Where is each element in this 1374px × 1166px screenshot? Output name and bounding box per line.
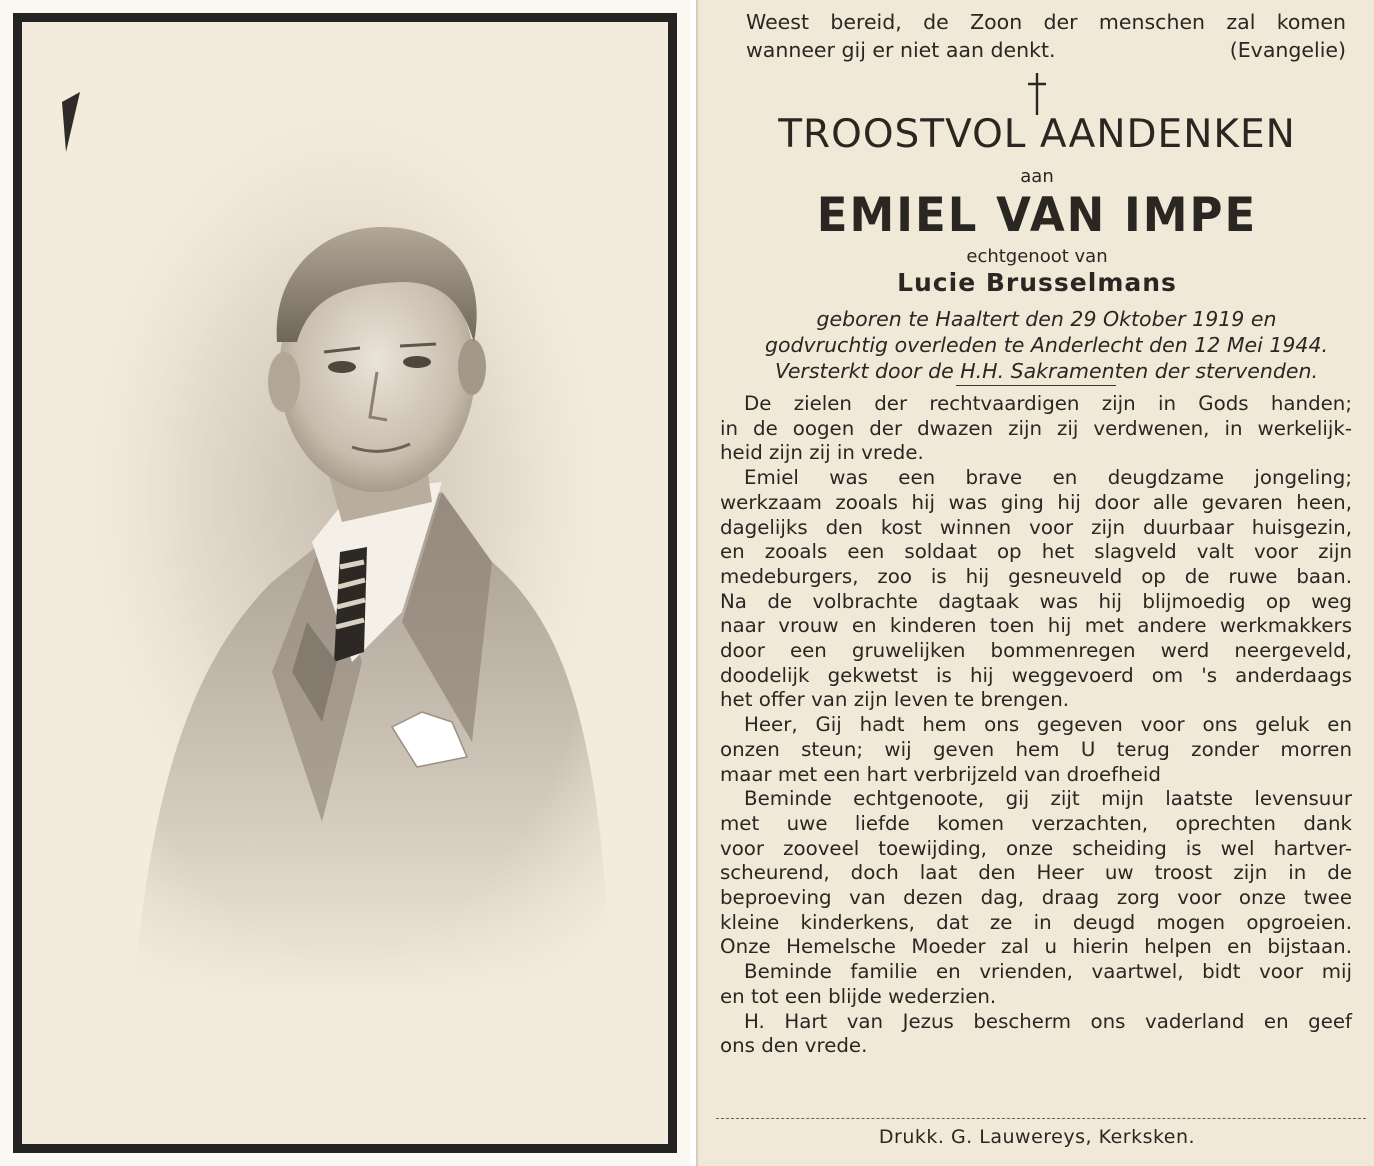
body-line: Emiel was een brave en deugdzame jongeling; (744, 466, 1352, 490)
body-line: scheurend, doch laat den Heer uw troost zijn in de (720, 861, 1352, 885)
body-line: H. Hart van Jezus bescherm ons vaderland en geef (744, 1009, 1352, 1033)
deceased-name: EMIEL VAN IMPE (816, 186, 1258, 243)
body-line: Na de volbrachte dagtaak was hij blijmoedig op weg (720, 589, 1352, 613)
portrait-frame (13, 13, 677, 1153)
printer-imprint: Drukk. G. Lauwereys, Kerksken. (878, 1126, 1196, 1148)
scripture-verse (746, 8, 1346, 64)
cross-icon (1024, 72, 1050, 116)
date-line: geboren te Haaltert den 29 Oktober 1919 en (816, 307, 1277, 331)
body-line: in de oogen der dwazen zijn zij verdwenen, in werkelijk- (720, 416, 1352, 440)
body-line: doodelijk gekwetst is hij weggevoerd om 's anderdaags (720, 663, 1352, 687)
body-line: en zooals een soldaat op het slagveld valt voor zijn (720, 540, 1352, 564)
card-title: TROOSTVOL AANDENKEN (778, 112, 1296, 157)
body-line: en tot een blijde wederzien. (720, 984, 997, 1008)
footer-divider (716, 1118, 1366, 1119)
body-line: Beminde familie en vrienden, vaartwel, bidt voor mij (744, 960, 1352, 984)
body-line: voor zooveel toewijding, onze scheiding is wel hartver- (720, 836, 1352, 860)
body-line: het offer van zijn leven te brengen. (720, 688, 1070, 712)
body-line: onzen steun; wij geven hem U terug zonder morren (720, 737, 1352, 761)
body-line: beproeving van dezen dag, draag zorg voor onze twee (720, 886, 1352, 910)
body-line: kleine kinderkens, dat ze in deugd mogen opgroeien. (720, 910, 1352, 934)
verse-source: (Evangelie) (1229, 38, 1346, 62)
divider-rule (956, 385, 1116, 386)
spouse-label: echtgenoot van (966, 246, 1108, 267)
body-line: heid zijn zij in vrede. (720, 441, 924, 465)
spouse-name: Lucie Brusselmans (897, 268, 1177, 297)
body-line: medeburgers, zoo is hij gesneuveld op de ruwe baan. (720, 564, 1352, 588)
body-line: werkzaam zooals hij was ging hij door alle gevaren heen, (720, 490, 1352, 514)
body-line: dagelijks den kost winnen voor zijn duurbaar huisgezin, (720, 515, 1352, 539)
memorial-body (716, 392, 1352, 1059)
dedication-word: aan (1020, 166, 1054, 187)
birth-death-dates (734, 306, 1359, 384)
body-line: Beminde echtgenoote, gij zijt mijn laatste levensuur (744, 787, 1352, 811)
body-line: Heer, Gij hadt hem ons gegeven voor ons geluk en (744, 713, 1352, 737)
body-line: Onze Hemelsche Moeder zal u hierin helpen en bijstaan. (720, 935, 1352, 959)
body-line: door een gruwelijken bommenregen werd neergeveld, (720, 639, 1352, 663)
body-line: met uwe liefde komen verzachten, oprechten dank (720, 811, 1352, 835)
verse-line-2-text: wanneer gij er niet aan denkt. (746, 38, 1056, 62)
verse-line-1: Weest bereid, de Zoon der menschen zal komen (746, 10, 1346, 34)
body-line: De zielen der rechtvaardigen zijn in Gods handen; (744, 392, 1352, 415)
body-line: ons den vrede. (720, 1034, 868, 1058)
portrait-photo (22, 22, 668, 1144)
date-line: Versterkt door de H.H. Sakramenten der stervenden. (775, 359, 1318, 383)
memorial-text-card (696, 0, 1374, 1166)
body-line: naar vrouw en kinderen toen hij met andere werkmakkers (720, 614, 1352, 638)
verse-line-2 (746, 36, 1346, 64)
body-line: maar met een hart verbrijzeld van droefheid (720, 762, 1161, 786)
date-line: godvruchtig overleden te Anderlecht den 12 Mei 1944. (764, 333, 1329, 357)
